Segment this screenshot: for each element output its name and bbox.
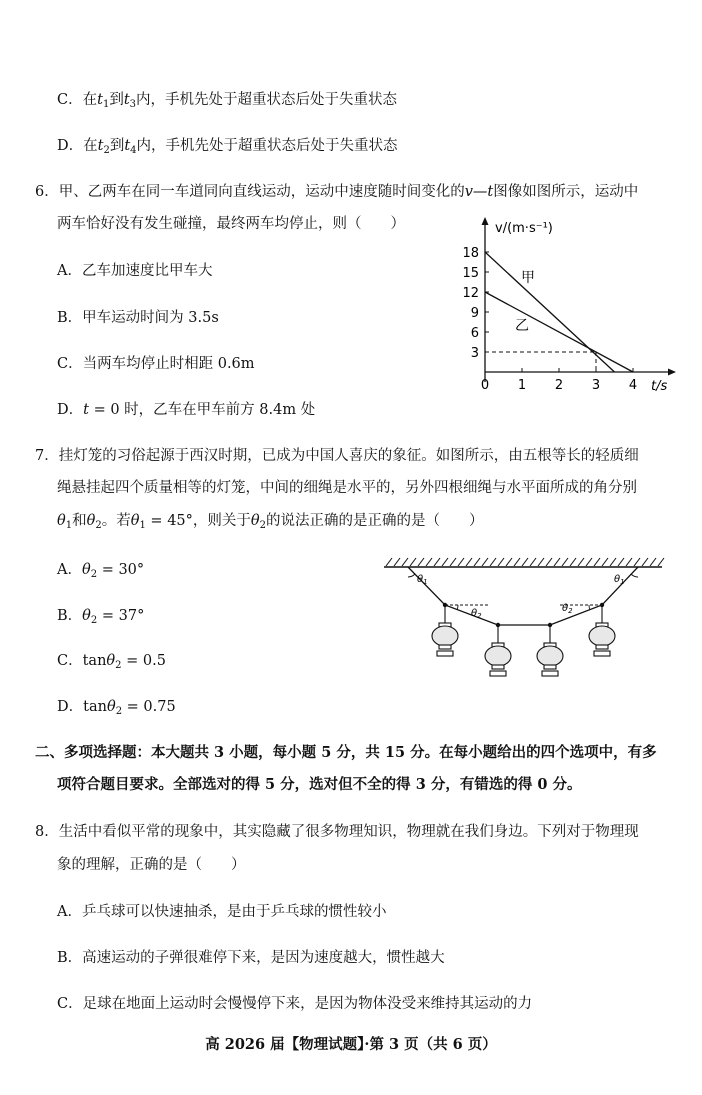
stem-text: = 45°，则关于 — [145, 513, 251, 529]
label-jia: 甲 — [521, 270, 535, 286]
option-text: 高速运动的子弹很难停下来，是因为速度越大，惯性越大 — [82, 950, 445, 966]
x-tick-label: 4 — [628, 378, 638, 393]
q8-option-a — [57, 902, 386, 922]
theta1-label-right: $\theta_1$ — [614, 574, 625, 586]
math-sub: 4 — [130, 145, 137, 156]
q6-option-c — [57, 354, 255, 374]
vt-graph — [455, 212, 685, 397]
y-tick-label: 12 — [462, 286, 479, 301]
math-sub: 2 — [90, 615, 98, 626]
q6-option-b — [57, 308, 219, 328]
section2-heading-line1: 二、多项选择题：本大题共 3 小题，每小题 5 分，共 15 分。在每小题给出的四个选项中，有多 — [35, 744, 657, 761]
option-letter: A． — [57, 263, 82, 279]
option-letter: C． — [57, 356, 83, 372]
math-sub: 2 — [115, 660, 122, 671]
lantern — [537, 643, 563, 676]
math-var: t — [123, 92, 130, 108]
lantern — [589, 623, 615, 656]
y-tick-label: 9 — [470, 306, 479, 321]
math-var: v—t — [464, 184, 494, 200]
math-var: θ — [130, 513, 140, 529]
q6-stem-line1 — [35, 182, 638, 202]
x-tick-label: 1 — [517, 378, 527, 393]
option-letter: A． — [57, 562, 82, 578]
q7-stem-line2: 绳悬挂起四个质量相等的灯笼，中间的细绳是水平的，另外四根细绳与水平面所成的角分别 — [57, 480, 637, 496]
math-sub: 2 — [115, 706, 123, 717]
math-sub: 1 — [139, 520, 146, 531]
option-text: 甲车运动时间为 3.5s — [82, 310, 219, 326]
math-var: θ — [250, 513, 260, 529]
math-sub: 3 — [129, 99, 137, 110]
math-func: tan — [82, 653, 107, 669]
math-sub: 2 — [259, 520, 267, 531]
stem-text: 的说法正确的是正确的是（ ） — [266, 513, 484, 529]
theta2-label-left: $\theta_2$ — [471, 608, 482, 620]
angle-arc — [408, 574, 415, 577]
option-text: 当两车均停止时相距 0.6m — [82, 356, 255, 372]
label-yi: 乙 — [515, 318, 529, 334]
stem-text: 图像如图所示，运动中 — [493, 184, 639, 200]
math-sub: 1 — [65, 520, 73, 531]
option-text: 在 — [82, 92, 98, 108]
x-tick-label: 0 — [480, 378, 490, 393]
option-text: = 0 时，乙车在甲车前方 8.4m 处 — [88, 402, 316, 418]
lantern — [432, 623, 458, 656]
y-tick-label: 6 — [470, 326, 479, 341]
q6-stem-line2: 两车恰好没有发生碰撞，最终两车均停止，则（ ） — [57, 216, 405, 232]
q8-option-b — [57, 948, 445, 968]
option-text: 在 — [83, 138, 98, 154]
math-sub: 1 — [102, 99, 110, 110]
math-var: θ — [81, 562, 91, 578]
math-var: θ — [82, 608, 91, 624]
math-var: t — [124, 138, 131, 154]
q7-stem-line1: 7．挂灯笼的习俗起源于西汉时期，已成为中国人喜庆的象征。如图所示，由五根等长的轻质细 — [35, 448, 639, 464]
y-tick-label: 18 — [462, 246, 479, 261]
stem-text: 6．甲、乙两车在同一车道同向直线运动，运动中速度随时间变化的 — [35, 184, 465, 200]
option-letter: D． — [57, 138, 84, 154]
option-letter: C． — [57, 996, 83, 1012]
math-sub: 2 — [90, 569, 98, 580]
option-letter: B． — [57, 608, 83, 624]
x-axis-label: t/s — [651, 379, 668, 394]
option-letter: B． — [57, 950, 83, 966]
page-footer: 高 2026 届【物理试题】·第 3 页（共 6 页） — [205, 1036, 497, 1053]
option-text: = 0.5 — [121, 653, 166, 669]
q8-stem-line2: 象的理解，正确的是（ ） — [57, 857, 246, 873]
option-text: 到 — [109, 92, 124, 108]
line-yi — [485, 292, 633, 372]
option-letter: B． — [57, 310, 83, 326]
option-text: = 30° — [97, 562, 145, 578]
q6-option-a — [57, 261, 212, 281]
q5-option-d — [57, 136, 398, 161]
lantern-diagram — [378, 555, 668, 685]
option-text: 足球在地面上运动时会慢慢停下来，是因为物体没受来维持其运动的力 — [82, 996, 533, 1012]
q6-option-d — [57, 400, 315, 420]
angle-arc — [631, 574, 638, 577]
math-var: t — [83, 402, 89, 418]
y-tick-label: 3 — [470, 346, 479, 361]
theta1-label-left: $\theta_1$ — [417, 574, 428, 586]
math-sub: 2 — [103, 145, 110, 156]
math-var: t — [97, 92, 103, 108]
option-letter: D． — [57, 402, 84, 418]
option-text: 到 — [109, 138, 125, 154]
option-letter: C． — [57, 92, 83, 108]
option-letter: A． — [57, 904, 82, 920]
y-tick-label: 15 — [462, 266, 479, 281]
rope — [408, 567, 638, 625]
q8-option-c — [57, 994, 532, 1014]
stem-text: 。若 — [101, 513, 131, 529]
option-letter: C． — [57, 653, 83, 669]
section2-heading-line2: 项符合题目要求。全部选对的得 5 分，选对但不全的得 3 分，有错选的得 0 分。 — [57, 776, 582, 793]
q7-stem-line3 — [57, 511, 484, 536]
x-axis-arrow — [668, 369, 676, 376]
q7-option-d — [57, 697, 176, 722]
math-sub: 2 — [95, 520, 102, 531]
math-var: θ — [57, 513, 66, 529]
option-letter: D． — [57, 699, 84, 715]
math-var: θ — [106, 653, 116, 669]
x-tick-label: 2 — [554, 378, 564, 393]
math-func: tan — [83, 699, 107, 715]
math-var: θ — [86, 513, 96, 529]
q7-option-a — [57, 560, 144, 585]
q7-option-b — [57, 606, 144, 631]
option-text: 乒乓球可以快速抽杀，是由于乒乓球的惯性较小 — [81, 904, 387, 920]
option-text: = 37° — [97, 608, 145, 624]
x-tick-label: 3 — [591, 378, 601, 393]
theta2-label-right: $\theta_2$ — [562, 603, 573, 615]
option-text: = 0.75 — [122, 699, 176, 715]
option-text: 内，手机先处于超重状态后处于失重状态 — [136, 92, 398, 108]
option-text: 乙车加速度比甲车大 — [81, 263, 213, 279]
math-var: θ — [106, 699, 116, 715]
lantern — [485, 643, 511, 676]
ceiling-hatch — [386, 558, 664, 566]
line-jia — [485, 252, 615, 372]
option-text: 内，手机先处于超重状态后处于失重状态 — [136, 138, 398, 154]
q7-option-c — [57, 651, 166, 676]
stem-text: 和 — [72, 513, 87, 529]
y-axis-label: v/(m·s⁻¹) — [495, 221, 553, 236]
math-var: t — [97, 138, 104, 154]
q5-option-c — [57, 90, 397, 115]
q8-stem-line1: 8．生活中看似平常的现象中，其实隐藏了很多物理知识，物理就在我们身边。下列对于物理现 — [35, 824, 639, 840]
y-axis-arrow — [482, 217, 489, 225]
